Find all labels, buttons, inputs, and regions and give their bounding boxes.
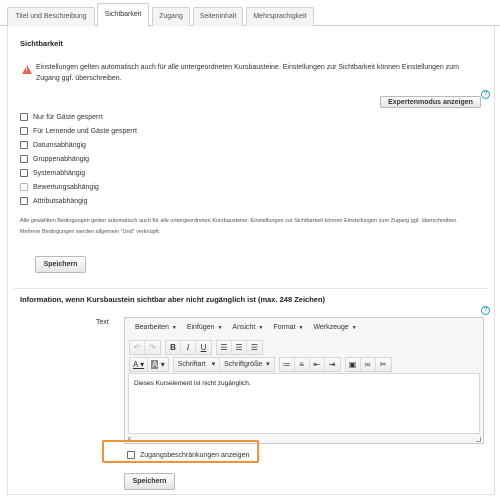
option-label: Zugangsbeschränkungen anzeigen <box>140 451 250 459</box>
option-system-dependent[interactable] <box>20 168 85 178</box>
text-field-label: Text <box>96 319 109 326</box>
align-left-icon[interactable]: ☰ <box>217 340 232 354</box>
format-group <box>165 340 212 355</box>
checkbox[interactable] <box>20 197 28 205</box>
tab-page-content[interactable]: Seiteninhalt <box>193 7 243 26</box>
option-label: Nur für Gäste gesperrt <box>33 113 103 121</box>
menu-view[interactable]: Ansicht ▼ <box>232 323 264 331</box>
tab-bar <box>0 0 500 26</box>
italic-icon[interactable]: I <box>181 340 196 354</box>
option-group-dependent[interactable] <box>20 154 89 164</box>
menu-edit[interactable]: Bearbeiten ▼ <box>135 323 177 331</box>
expert-mode-button[interactable]: Expertenmodus anzeigen <box>380 96 481 108</box>
caret-down-icon: ▼ <box>171 324 177 331</box>
info-heading: Information, wenn Kursbaustein sichtbar aber nicht zugänglich ist (max. 248 Zeichen) <box>20 295 326 304</box>
editor-toolbar-1 <box>125 338 483 356</box>
editor-menubar <box>125 318 483 336</box>
option-learners-guests-blocked[interactable] <box>20 126 137 136</box>
option-label: Gruppenabhängig <box>33 155 90 163</box>
bold-icon[interactable]: B <box>166 340 181 354</box>
editor-toolbar-2 <box>125 355 483 373</box>
rich-text-editor <box>124 317 484 444</box>
tab-title-description[interactable]: Titel und Beschreibung <box>7 7 95 26</box>
align-group <box>216 340 263 355</box>
option-attribute-dependent[interactable] <box>20 196 87 206</box>
editor-content-area[interactable] <box>128 373 480 434</box>
show-access-restrictions-option[interactable] <box>127 450 249 460</box>
insert-group <box>345 357 392 372</box>
save-visibility-button[interactable]: Speichern <box>35 256 86 273</box>
indent-icon[interactable]: ⇥ <box>328 359 336 369</box>
option-assessment-dependent[interactable] <box>20 182 99 192</box>
tab-multilingual[interactable]: Mehrsprachigkeit <box>246 7 314 26</box>
text-color-icon[interactable]: A ▾ <box>130 357 148 371</box>
warning-icon <box>22 65 32 74</box>
caret-down-icon: ▼ <box>217 324 223 331</box>
font-family-dropdown[interactable]: Schriftart ▾ <box>174 357 220 371</box>
unlink-icon[interactable]: ✂ <box>379 359 387 369</box>
option-label: Bewertungsabhängig <box>33 183 99 191</box>
menu-insert[interactable]: Einfügen ▼ <box>186 323 223 331</box>
background-color-icon[interactable]: A ▾ <box>152 359 165 369</box>
numbered-list-icon[interactable]: ≡ <box>295 357 310 371</box>
option-guests-blocked[interactable] <box>20 112 103 122</box>
checkbox[interactable] <box>20 141 28 149</box>
history-group <box>129 340 161 355</box>
checkbox[interactable] <box>127 451 135 459</box>
color-group <box>129 357 169 372</box>
option-label: Datumsabhängig <box>33 141 86 149</box>
tab-visibility[interactable]: Sichtbarkeit <box>97 3 149 27</box>
checkbox[interactable] <box>20 155 28 163</box>
outdent-icon[interactable]: ⇤ <box>310 357 325 371</box>
checkbox[interactable] <box>20 183 28 191</box>
element-path: p <box>128 436 131 442</box>
visibility-heading: Sichtbarkeit <box>20 39 63 48</box>
checkbox[interactable] <box>20 169 28 177</box>
menu-format[interactable]: Format ▼ <box>273 323 304 331</box>
editor-content-text: Dieses Kurselement ist nicht zugänglich. <box>134 380 251 387</box>
align-center-icon[interactable]: ☰ <box>232 340 247 354</box>
list-group <box>279 357 341 372</box>
image-icon[interactable]: ▣ <box>346 357 361 371</box>
visibility-warning-text: Einstellungen gelten automatisch auch für alle untergeordneten Kursbausteine. Einstellungen zur Sichtbarkeit können Einstellungen zum Zugang ggf. überschreiben. <box>36 64 459 82</box>
resize-handle-icon[interactable] <box>476 437 481 442</box>
option-label: Für Lernende und Gäste gesperrt <box>33 127 137 135</box>
underline-icon[interactable]: U <box>200 342 207 352</box>
redo-icon[interactable]: ↷ <box>149 342 156 352</box>
font-size-dropdown[interactable]: Schriftgröße ▾ <box>224 360 270 368</box>
option-label: Systemabhängig <box>33 169 86 177</box>
tab-access[interactable]: Zugang <box>152 7 190 26</box>
bullet-list-icon[interactable]: ≔ <box>280 357 295 371</box>
save-info-button[interactable]: Speichern <box>124 473 175 490</box>
font-group <box>173 357 275 372</box>
help-icon[interactable]: ? <box>481 90 490 99</box>
help-icon[interactable]: ? <box>481 306 490 315</box>
checkbox[interactable] <box>20 113 28 121</box>
checkbox[interactable] <box>20 127 28 135</box>
link-icon[interactable]: ∞ <box>361 357 376 371</box>
caret-down-icon: ▼ <box>351 324 357 331</box>
menu-tools[interactable]: Werkzeuge ▼ <box>313 323 357 331</box>
undo-icon[interactable]: ↶ <box>130 340 145 354</box>
section-divider <box>14 288 487 289</box>
caret-down-icon: ▼ <box>298 324 304 331</box>
caret-down-icon: ▼ <box>258 324 264 331</box>
option-date-dependent[interactable] <box>20 140 86 150</box>
option-label: Attributsabhängig <box>33 197 88 205</box>
conditions-note: Alle gewählten Bedingungen gelten automatisch auch für alle untergeordneten Kursbausteine. Einstellungen zur Sichtbarkeit können Einstellungen zum Zugang ggf. überschreiben. Mehrere Bedingungen werden allgemein "Und" verknüpft. <box>20 218 458 235</box>
align-right-icon[interactable]: ☰ <box>250 342 259 352</box>
